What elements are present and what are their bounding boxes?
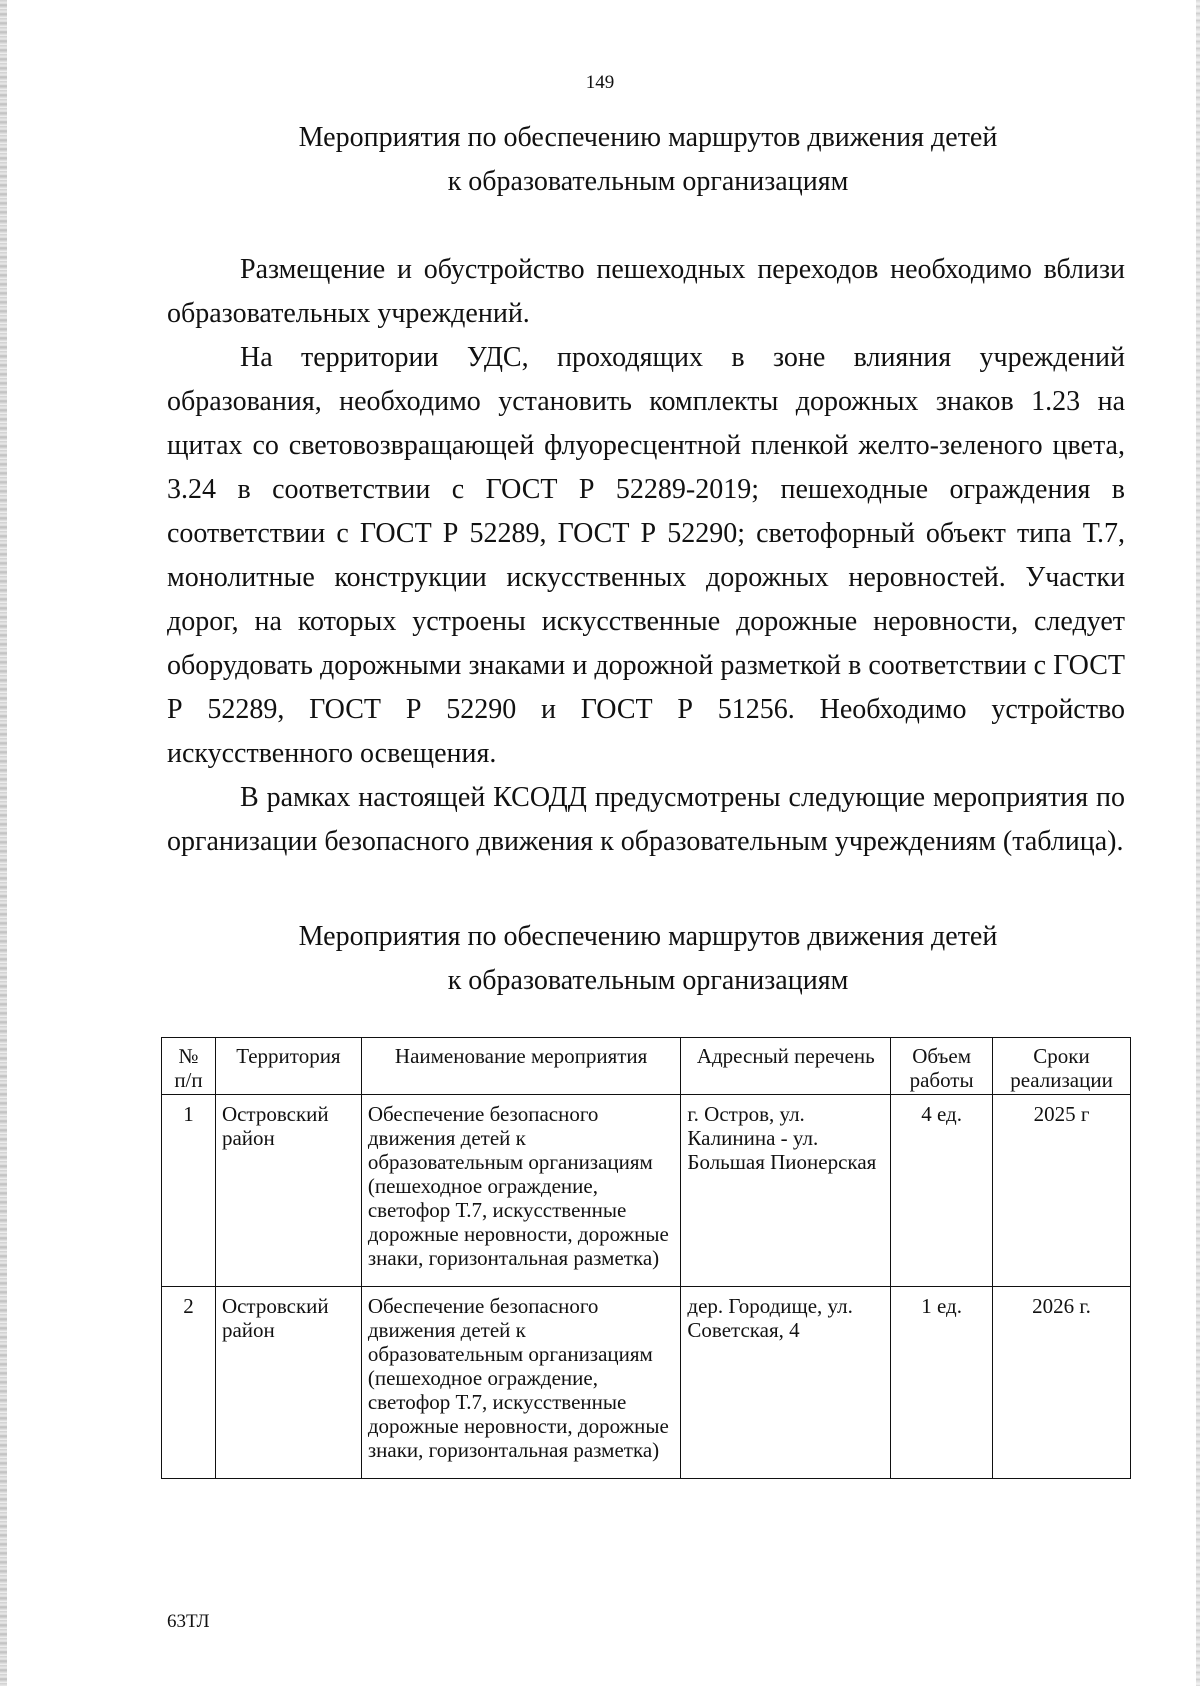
header-territory: Территория — [215, 1038, 361, 1095]
header-terms: Сроки реализации — [993, 1038, 1131, 1095]
paragraph-3: В рамках настоящей КСОДД предусмотрены следующие мероприятия по организации безопасного движения к образовательным учреждениям (таблица). — [167, 782, 1125, 857]
cell-volume: 4 ед. — [891, 1095, 993, 1287]
header-num: № п/п — [162, 1038, 216, 1095]
paragraph-2: На территории УДС, проходящих в зоне влияния учреждений образования, необходимо установить комплекты дорожных знаков 1.23 на щитах со световозвращающей флуоресцентной пленкой желто-зеленого цвета, 3.24 в соответствии с ГОСТ Р 52289-2019; пешеходные ограждения в соответствии с ГОСТ Р 52289, ГОСТ Р 52290; светофорный объект типа Т.7, монолитные конструкции искусственных дорожных неровностей. Участки дорог, на которых устроены искусственные дорожные неровности, следует оборудовать дорожными знаками и дорожной разметкой в соответствии с ГОСТ Р 52289, ГОСТ Р 52290 и ГОСТ Р 51256. Необходимо устройство искусственного освещения. — [167, 342, 1125, 769]
section-heading-line-1: Мероприятия по обеспечению маршрутов движения детей — [298, 122, 998, 153]
footer-code: 63ТЛ — [167, 1611, 210, 1632]
section-heading-line-2: к образовательным организациям — [447, 166, 849, 197]
cell-num: 2 — [162, 1287, 216, 1479]
header-measure: Наименование мероприятия — [361, 1038, 681, 1095]
table-row — [162, 1095, 1131, 1287]
cell-num: 1 — [162, 1095, 216, 1287]
body-text — [167, 248, 1125, 864]
header-volume: Объем работы — [891, 1038, 993, 1095]
cell-terms: 2026 г. — [993, 1287, 1131, 1479]
cell-territory: Островский район — [215, 1287, 361, 1479]
cell-measure: Обеспечение безопасного движения детей к образовательным организациям (пешеходное ограждение, светофор Т.7, искусственные дорожные неровности, дорожные знаки, горизонтальная разметка) — [361, 1287, 681, 1479]
table-title — [0, 915, 1200, 1003]
scan-edge-left — [0, 0, 7, 1686]
paragraph-1: Размещение и обустройство пешеходных переходов необходимо вблизи образовательных учреждений. — [167, 254, 1125, 329]
table-header-row — [162, 1038, 1131, 1095]
cell-territory: Островский район — [215, 1095, 361, 1287]
table-title-line-2: к образовательным организациям — [447, 965, 849, 996]
cell-terms: 2025 г — [993, 1095, 1131, 1287]
page-number: 149 — [585, 72, 615, 93]
cell-measure: Обеспечение безопасного движения детей к образовательным организациям (пешеходное ограждение, светофор Т.7, искусственные дорожные неровности, дорожные знаки, горизонтальная разметка) — [361, 1095, 681, 1287]
header-address: Адресный перечень — [681, 1038, 891, 1095]
cell-address: г. Остров, ул. Калинина - ул. Большая Пионерская — [681, 1095, 891, 1287]
cell-volume: 1 ед. — [891, 1287, 993, 1479]
table-title-line-1: Мероприятия по обеспечению маршрутов движения детей — [298, 921, 998, 952]
measures-table — [161, 1037, 1131, 1479]
section-heading — [0, 116, 1200, 204]
scan-edge-right — [1196, 0, 1200, 1686]
table-row — [162, 1287, 1131, 1479]
cell-address: дер. Городище, ул. Советская, 4 — [681, 1287, 891, 1479]
